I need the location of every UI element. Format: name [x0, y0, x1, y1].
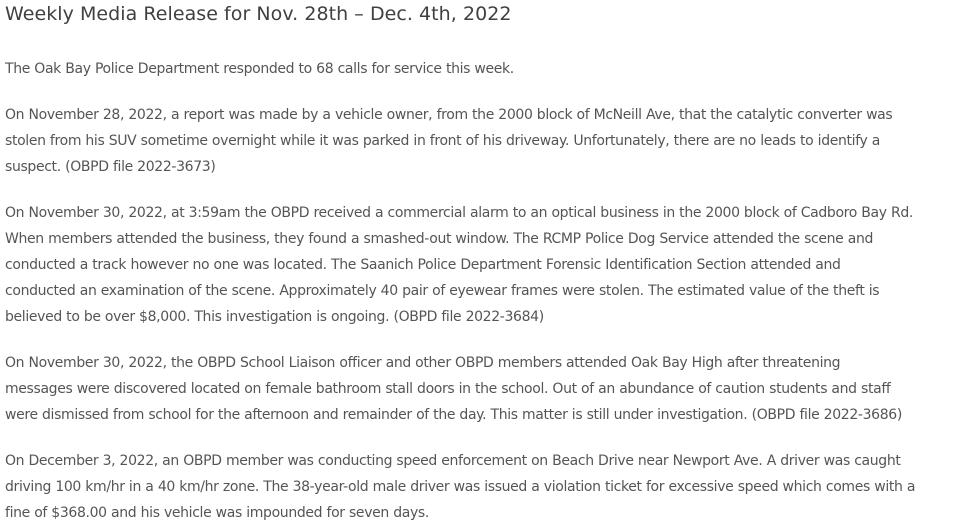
paragraph-line: suspect. (OBPD file 2022-3673)	[5, 159, 216, 175]
incident-paragraph-optical-break-in	[5, 200, 940, 330]
paragraph-line: stolen from his SUV sometime overnight while it was parked in front of his driveway. Unfortunately, there are no leads to identify a	[5, 133, 881, 149]
paragraph-line: conducted a track however no one was located. The Saanich Police Department Forensic Identification Section attended and	[5, 257, 841, 273]
intro-paragraph	[5, 56, 940, 82]
incident-paragraph-catalytic-converter	[5, 102, 940, 180]
paragraph-line: On November 30, 2022, the OBPD School Liaison officer and other OBPD members attended Oak Bay High after threatening	[5, 355, 841, 371]
paragraph-line: On November 28, 2022, a report was made by a vehicle owner, from the 2000 block of McNeill Ave, that the catalytic converter was	[5, 107, 893, 123]
paragraph-line: were dismissed from school for the afternoon and remainder of the day. This matter is still under investigation. (OBPD file 2022-3686)	[5, 407, 902, 423]
paragraph-line: messages were discovered located on female bathroom stall doors in the school. Out of an abundance of caution students and staff	[5, 381, 891, 397]
paragraph-line: When members attended the business, they found a smashed-out window. The RCMP Police Dog Service attended the scene and	[5, 231, 874, 247]
intro-line: The Oak Bay Police Department responded to 68 calls for service this week.	[5, 61, 514, 77]
incident-paragraph-speeding	[5, 448, 940, 526]
paragraph-line: fine of $368.00 and his vehicle was impounded for seven days.	[5, 505, 429, 521]
paragraph-line: driving 100 km/hr in a 40 km/hr zone. The 38-year-old male driver was issued a violation ticket for excessive speed which comes with a	[5, 479, 916, 495]
paragraph-line: believed to be over $8,000. This investigation is ongoing. (OBPD file 2022-3684)	[5, 309, 544, 325]
paragraph-line: conducted an examination of the scene. Approximately 40 pair of eyewear frames were stolen. The estimated value of the theft is	[5, 283, 880, 299]
page-title: Weekly Media Release for Nov. 28th – Dec. 4th, 2022	[5, 3, 512, 25]
paragraph-line: On December 3, 2022, an OBPD member was conducting speed enforcement on Beach Drive near Newport Ave. A driver was caught	[5, 453, 901, 469]
paragraph-line: On November 30, 2022, at 3:59am the OBPD received a commercial alarm to an optical business in the 2000 block of Cadboro Bay Rd.	[5, 205, 914, 221]
incident-paragraph-school-threat	[5, 350, 940, 428]
media-release-article	[5, 0, 940, 521]
